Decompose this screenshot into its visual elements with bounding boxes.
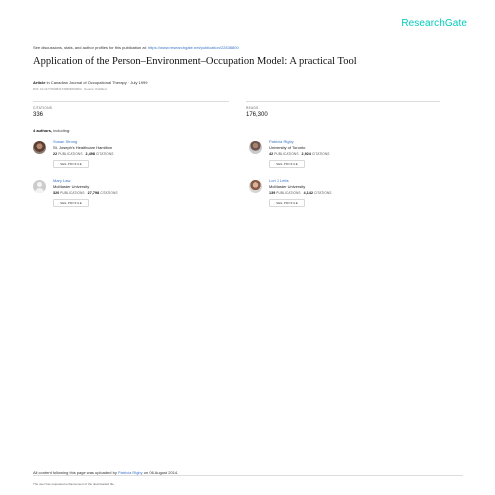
citations-count: 2,924 <box>301 152 312 156</box>
author-card-patricia-rigby <box>249 139 429 173</box>
citations-label: CITATIONS <box>33 106 53 110</box>
publications-label: PUBLICATIONS <box>60 191 85 195</box>
author-card-lori-letts <box>249 178 429 212</box>
author-institution: St. Joseph's Healthcare Hamilton <box>53 145 113 150</box>
upload-note <box>33 470 178 475</box>
author-photo[interactable] <box>249 141 262 154</box>
citations-divider <box>33 101 229 102</box>
article-journal: in Canadian Journal of Occupational Therapy · July 1999 <box>46 80 148 85</box>
author-name[interactable]: Susan Strong <box>53 139 78 144</box>
reads-stat <box>246 106 268 119</box>
author-name[interactable]: Lori J Letts <box>269 178 289 183</box>
uploader-link[interactable]: Patricia Rigby <box>117 470 143 475</box>
author-citations-label: CITATIONS <box>312 152 330 156</box>
author-institution: University of Toronto <box>269 145 306 150</box>
reads-label: READS <box>246 106 259 110</box>
author-name[interactable]: Patricia Rigby <box>269 139 294 144</box>
author-stats <box>269 152 329 156</box>
author-card-mary-law <box>33 178 213 212</box>
author-citations-label: CITATIONS <box>314 191 332 195</box>
article-doi-line: DOI: 10.1177/000841749906600304 · Source: PubMed <box>33 87 107 91</box>
authors-count: 4 authors, <box>33 128 53 133</box>
publications-count: 139 <box>269 191 276 195</box>
author-citations-label: CITATIONS <box>96 152 114 156</box>
publication-source-link[interactable]: https://www.researchgate.net/publication/22838800 <box>147 45 239 50</box>
reads-value: 176,300 <box>246 112 268 118</box>
download-enhancement-note: The user has requested enhancement of the downloaded file. <box>33 482 115 486</box>
citations-count: 4,142 <box>303 191 314 195</box>
reads-divider <box>246 101 440 102</box>
publications-label: PUBLICATIONS <box>58 152 83 156</box>
author-photo[interactable] <box>249 180 262 193</box>
author-citations-label: CITATIONS <box>100 191 118 195</box>
avatar-placeholder-icon[interactable] <box>33 180 46 193</box>
author-institution: McMaster University <box>53 184 90 189</box>
citations-count: 27,798 <box>87 191 100 195</box>
publications-count: 320 <box>53 191 60 195</box>
footer-divider <box>33 475 463 476</box>
citations-stat <box>33 106 52 119</box>
author-stats <box>53 152 113 156</box>
publication-source-note <box>33 45 239 50</box>
publications-count: 42 <box>269 152 274 156</box>
see-profile-button[interactable]: SEE PROFILE <box>269 199 305 207</box>
author-photo[interactable] <box>33 141 46 154</box>
author-stats <box>269 191 332 195</box>
author-stats <box>53 191 118 195</box>
upload-prefix: All content following this page was uploaded by <box>33 470 117 475</box>
upload-suffix: on 06 August 2014. <box>143 470 179 475</box>
article-type: Article <box>33 80 46 85</box>
citations-value: 336 <box>33 112 44 118</box>
authors-heading <box>33 128 70 133</box>
publications-label: PUBLICATIONS <box>276 191 301 195</box>
author-card-susan-strong <box>33 139 213 173</box>
author-institution: McMaster University <box>269 184 306 189</box>
publications-count: 22 <box>53 152 58 156</box>
article-meta <box>33 80 147 85</box>
see-profile-button[interactable]: SEE PROFILE <box>269 160 305 168</box>
publications-label: PUBLICATIONS <box>274 152 299 156</box>
authors-suffix: including: <box>53 128 71 133</box>
researchgate-logo[interactable]: ResearchGate <box>401 18 467 29</box>
publication-source-prefix: See discussions, stats, and author profiles for this publication at: <box>33 45 147 50</box>
see-profile-button[interactable]: SEE PROFILE <box>53 160 89 168</box>
citations-count: 2,498 <box>85 152 96 156</box>
author-name[interactable]: Mary Law <box>53 178 71 183</box>
see-profile-button[interactable]: SEE PROFILE <box>53 199 89 207</box>
article-title: Application of the Person–Environment–Occupation Model: A practical Tool <box>33 56 357 67</box>
